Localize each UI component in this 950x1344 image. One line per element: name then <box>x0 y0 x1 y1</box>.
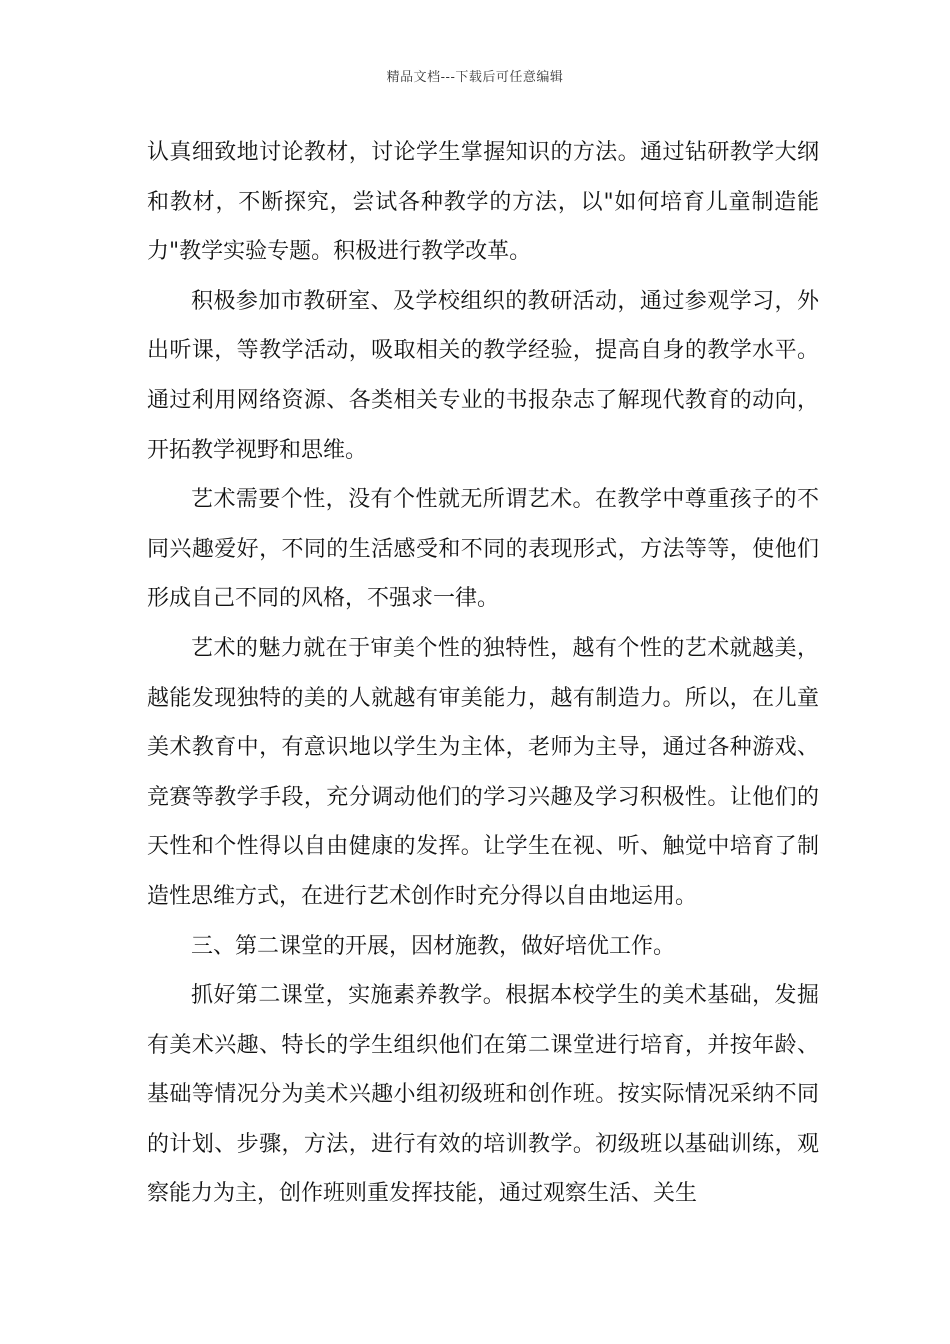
page-header: 精品文档---下载后可任意编辑 <box>386 70 564 85</box>
paragraph-2: 积极参加市教研室、及学校组织的教研活动，通过参观学习，外出听课，等教学活动，吸取相关的教学经验，提高自身的教学水平。通过利用网络资源、各类相关专业的书报杂志了解现代教育的动向，开拓教学视野和思维。 <box>147 288 819 463</box>
document-body <box>147 128 819 1219</box>
paragraph-5: 抓好第二课堂，实施素养教学。根据本校学生的美术基础，发掘有美术兴趣、特长的学生组织他们在第二课堂进行培育，并按年龄、基础等情况分为美术兴趣小组初级班和创作班。按实际情况采纳不同的计划、步骤，方法，进行有效的培训教学。初级班以基础训练，观察能力为主，创作班则重发挥技能，通过观察生活、关生 <box>147 983 819 1207</box>
paragraph-1: 认真细致地讨论教材，讨论学生掌握知识的方法。通过钻研教学大纲和教材，不断探究，尝试各种教学的方法，以"如何培育儿童制造能力"教学实验专题。积极进行教学改革。 <box>147 140 819 265</box>
paragraph-3: 艺术需要个性，没有个性就无所谓艺术。在教学中尊重孩子的不同兴趣爱好，不同的生活感受和不同的表现形式，方法等等，使他们形成自己不同的风格，不强求一律。 <box>147 487 819 612</box>
paragraph-4: 艺术的魅力就在于审美个性的独特性，越有个性的艺术就越美，越能发现独特的美的人就越有审美能力，越有制造力。所以，在儿童美术教育中，有意识地以学生为主体，老师为主导，通过各种游戏、竞赛等教学手段，充分调动他们的学习兴趣及学习积极性。让他们的天性和个性得以自由健康的发挥。让学生在视、听、触觉中培育了制造性思维方式，在进行艺术创作时充分得以自由地运用。 <box>147 635 819 909</box>
section-heading: 三、第二课堂的开展，因材施教，做好培优工作。 <box>191 933 676 959</box>
